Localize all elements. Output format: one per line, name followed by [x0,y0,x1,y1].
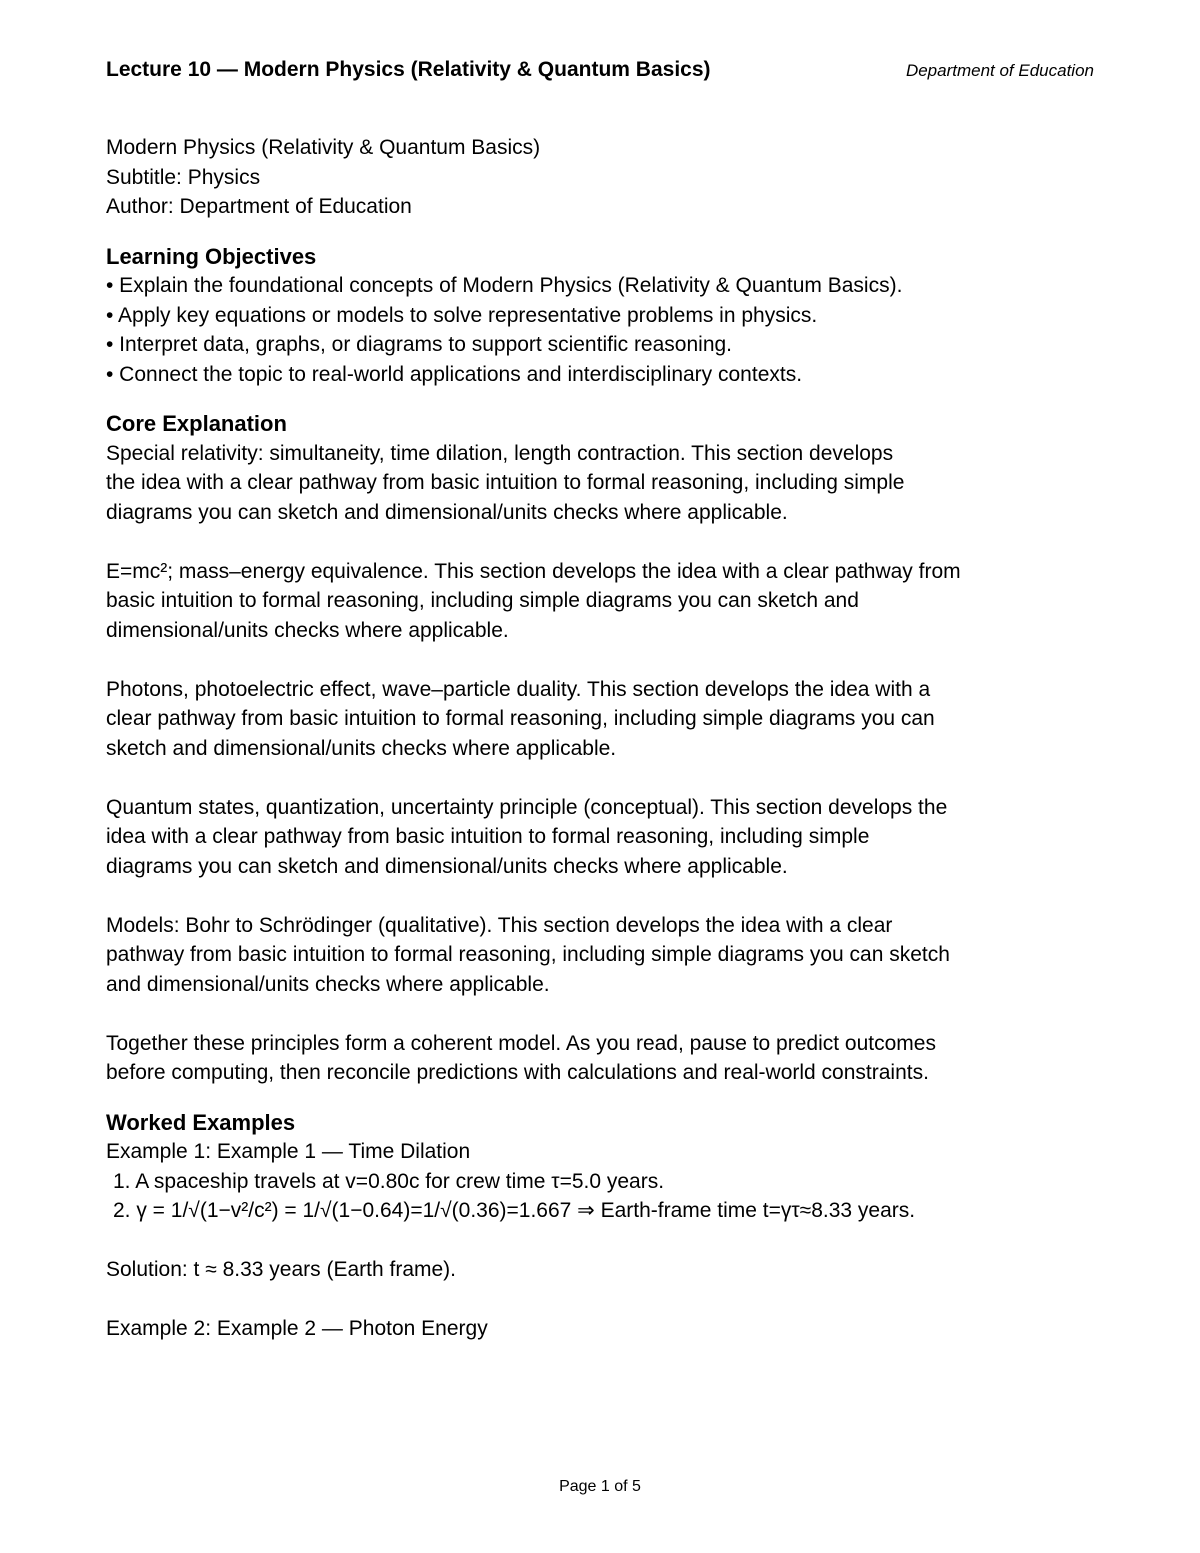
core-paragraph-quantum-states: Quantum states, quantization, uncertainty principle (conceptual). This section develops the idea with a clear pathway from basic intuition to formal reasoning, including simple diagrams you can sketch and dimensional/units checks where applicable. [106,795,948,878]
example-1-solution: Solution: t ≈ 8.33 years (Earth frame). [106,1258,457,1281]
worked-examples-heading: Worked Examples [106,1109,296,1135]
example-1-title: Example 1: Example 1 — Time Dilation [106,1140,471,1163]
core-paragraph-relativity: Special relativity: simultaneity, time dilation, length contraction. This section develops the idea with a clear pathway from basic intuition to formal reasoning, including simple diagrams you can sketch and dimensional/units checks where applicable. [106,441,905,524]
learning-objectives-list [106,271,1006,389]
document-author: Author: Department of Education [106,195,412,218]
core-paragraph-photons: Photons, photoelectric effect, wave–particle duality. This section develops the idea with a clear pathway from basic intuition to formal reasoning, including simple diagrams you can sketch and dimensional/units checks where applicable. [106,677,935,760]
running-header-department: Department of Education [905,61,1094,80]
objective-item: • Connect the topic to real-world applications and interdisciplinary contexts. [106,362,803,386]
document-subtitle: Subtitle: Physics [106,165,261,189]
example-2-title: Example 2: Example 2 — Photon Energy [106,1317,488,1340]
running-header-title: Lecture 10 — Modern Physics (Relativity & Quantum Basics) [106,58,711,81]
objective-item: • Explain the foundational concepts of Modern Physics (Relativity & Quantum Basics). [106,274,903,297]
document-title: Modern Physics (Relativity & Quantum Basics) [106,136,541,159]
example-2 [106,1314,1006,1344]
objective-item: • Interpret data, graphs, or diagrams to support scientific reasoning. [106,333,733,356]
core-paragraph-models: Models: Bohr to Schrödinger (qualitative). This section develops the idea with a clear pathway from basic intuition to formal reasoning, including simple diagrams you can sketch and dimensional/units checks where applicable. [106,913,950,996]
core-paragraph-mass-energy: E=mc²; mass–energy equivalence. This section develops the idea with a clear pathway from basic intuition to formal reasoning, including simple diagrams you can sketch and dimensional/units checks where applicable. [106,559,961,642]
objective-item: • Apply key equations or models to solve representative problems in physics. [106,303,818,327]
page-content [106,133,1006,1344]
page-number: Page 1 of 5 [559,1478,641,1495]
example-1-step: 2. γ = 1/√(1−v²/c²) = 1/√(1−0.64)=1/√(0.36)=1.667 ⇒ Earth-frame time t=γτ≈8.33 years. [113,1199,916,1222]
example-1-step: 1. A spaceship travels at v=0.80c for crew time τ=5.0 years. [113,1169,665,1193]
core-explanation-heading: Core Explanation [106,411,287,436]
learning-objectives-heading: Learning Objectives [106,243,317,269]
example-1 [106,1137,1006,1314]
core-paragraph-summary: Together these principles form a coherent model. As you read, pause to predict outcomes before computing, then reconcile predictions with calculations and real-world constraints. [106,1031,936,1084]
